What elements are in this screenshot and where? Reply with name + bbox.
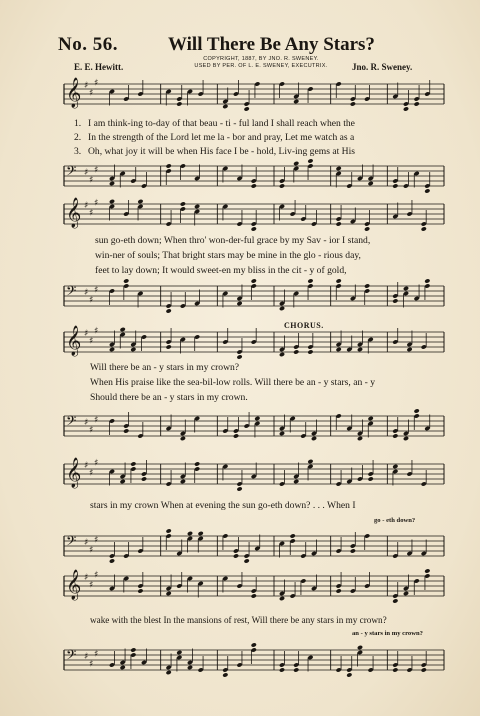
hymn-title: Will There Be Any Stars? <box>168 34 375 55</box>
chorus-alto-echo-1: go - eth down? <box>374 517 416 524</box>
chorus-line-5: wake with the blest In the mansions of rest, Will there be any stars in my crown? <box>90 615 387 625</box>
note-head <box>222 672 228 677</box>
note-head <box>357 645 363 650</box>
verse-2-line-2: win-ner of souls; That bright stars may be mine in the glo - rious day, <box>95 250 361 261</box>
sharp-icon: ♯ <box>89 468 94 479</box>
note-head <box>166 670 172 675</box>
verse-1-text: I am think-ing to-day of that beau - ti - ful land I shall reach when the <box>88 118 355 129</box>
note-head <box>293 667 299 672</box>
verse-number-2: 2. <box>74 132 82 143</box>
note-head <box>176 650 182 655</box>
sharp-icon: ♯ <box>94 458 99 469</box>
sharp-icon: ♯ <box>94 570 99 581</box>
sharp-icon: ♯ <box>84 538 89 548</box>
sharp-icon: ♯ <box>94 535 99 546</box>
sharp-icon: ♯ <box>84 461 89 471</box>
note-head <box>346 672 352 677</box>
note-head <box>187 665 193 670</box>
note-head <box>120 665 126 670</box>
sharp-icon: ♯ <box>94 165 99 176</box>
bass-clef-icon: 𝄢 <box>66 283 77 302</box>
verse-3-text: Oh, what joy it will be when His face I be - hold, Liv-ing gems at His <box>88 146 355 157</box>
sharp-icon: ♯ <box>84 81 89 91</box>
chorus-line-2: When His praise like the sea-bil-low rolls. Will there be an - y stars, an - y <box>90 377 376 388</box>
sharp-icon: ♯ <box>84 329 89 339</box>
sharp-icon: ♯ <box>89 88 94 99</box>
sharp-icon: ♯ <box>89 208 94 219</box>
copyright-line-2: USED BY PER. OF L. E. SWENEY, EXECUTRIX. <box>194 63 328 69</box>
note-head <box>421 667 427 672</box>
sharp-icon: ♯ <box>94 415 99 426</box>
chorus-alto-echo-2: an - y stars in my crown? <box>352 630 423 637</box>
sharp-icon: ♯ <box>94 326 99 337</box>
sharp-icon: ♯ <box>94 198 99 209</box>
verse-1-line-2: sun go-eth down; When thro' won-der-ful grace by my Sav - ior I stand, <box>95 235 371 246</box>
sharp-icon: ♯ <box>84 418 89 428</box>
note-head <box>251 642 257 647</box>
treble-clef-icon: 𝄞 <box>66 458 82 488</box>
chorus-line-4: stars in my crown When at evening the sun go-eth down? . . . When I <box>90 500 356 511</box>
note-head <box>392 667 398 672</box>
sharp-icon: ♯ <box>89 659 94 670</box>
sharp-icon: ♯ <box>89 580 94 591</box>
sharp-icon: ♯ <box>84 168 89 178</box>
sharp-icon: ♯ <box>89 545 94 556</box>
sharp-icon: ♯ <box>84 573 89 583</box>
bass-clef-icon: 𝄢 <box>66 413 77 432</box>
verse-2-text: In the strength of the Lord let me la - bor and pray, Let me watch as a <box>88 132 355 143</box>
sharp-icon: ♯ <box>84 652 89 662</box>
note-head <box>130 647 136 652</box>
sharp-icon: ♯ <box>84 201 89 211</box>
verse-number-3: 3. <box>74 146 82 157</box>
sharp-icon: ♯ <box>89 425 94 436</box>
sharp-icon: ♯ <box>84 288 89 298</box>
verse-number-1: 1. <box>74 118 82 129</box>
chorus-line-3: Should there be an - y stars in my crown. <box>90 392 248 403</box>
lyricist-credit: E. E. Hewitt. <box>74 62 124 72</box>
sharp-icon: ♯ <box>89 336 94 347</box>
sharp-icon: ♯ <box>94 649 99 660</box>
bass-clef-icon: 𝄢 <box>66 163 77 182</box>
bass-clef-icon: 𝄢 <box>66 533 77 552</box>
verse-3-line-2: feet to lay down; It would sweet-en my bliss in the cit - y of gold, <box>95 265 347 276</box>
bass-clef-icon: 𝄢 <box>66 647 77 666</box>
treble-clef-icon: 𝄞 <box>66 570 82 600</box>
sharp-icon: ♯ <box>94 78 99 89</box>
chorus-label: CHORUS. <box>284 321 324 330</box>
composer-credit: Jno. R. Sweney. <box>352 62 413 72</box>
treble-clef-icon: 𝄞 <box>66 198 82 228</box>
hymn-number: No. 56. <box>58 34 118 55</box>
copyright-line-1: COPYRIGHT, 1887, BY JNO. R. SWENEY. <box>203 56 319 62</box>
chorus-line-1: Will there be an - y stars in my crown? <box>90 362 240 373</box>
treble-clef-icon: 𝄞 <box>66 78 82 108</box>
note-head <box>279 667 285 672</box>
sharp-icon: ♯ <box>94 285 99 296</box>
sharp-icon: ♯ <box>89 295 94 306</box>
sharp-icon: ♯ <box>89 175 94 186</box>
treble-clef-icon: 𝄞 <box>66 326 82 356</box>
